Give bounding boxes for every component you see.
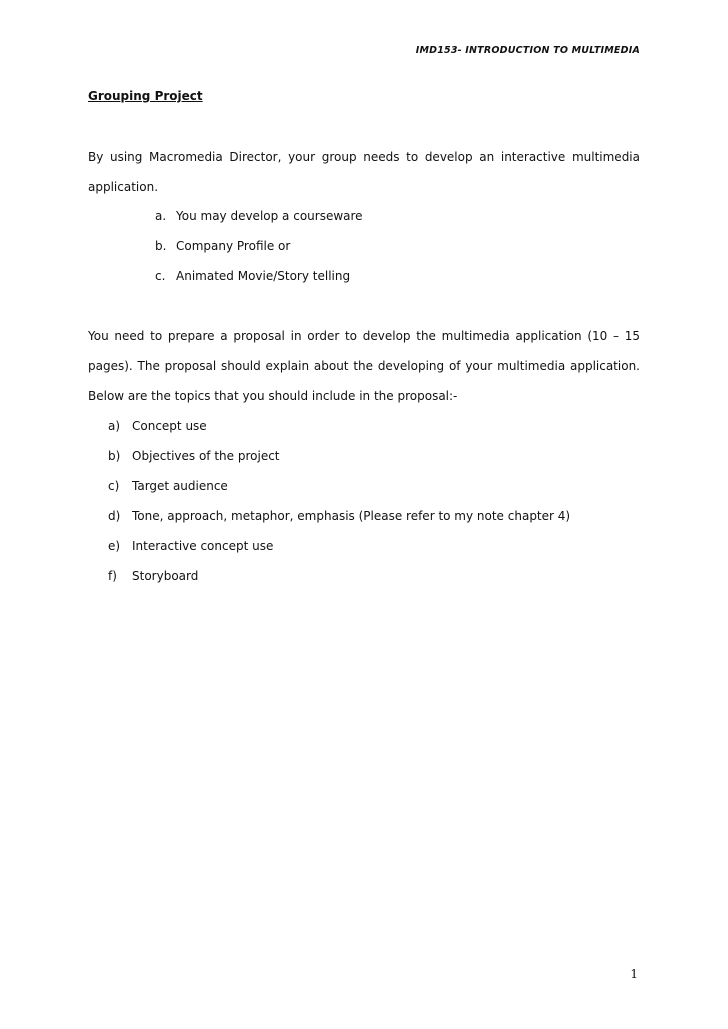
- list-marker: c): [108, 479, 120, 493]
- list-marker: e): [108, 539, 121, 553]
- list-marker: a): [108, 419, 121, 433]
- list-item: [155, 201, 363, 231]
- document-title: Grouping Project: [88, 89, 203, 103]
- list-item-text: Objectives of the project: [132, 449, 280, 463]
- list-item-text: You may develop a courseware: [176, 209, 363, 223]
- list-item: [108, 411, 570, 441]
- list-item: [108, 561, 570, 591]
- list-marker: b): [108, 449, 121, 463]
- page-header: IMD153- INTRODUCTION TO MULTIMEDIA: [415, 45, 640, 56]
- list-item-text: Storyboard: [132, 569, 199, 583]
- list-item: [155, 261, 363, 291]
- list-item: [108, 531, 570, 561]
- list-marker: c.: [155, 269, 166, 283]
- list-item: [108, 441, 570, 471]
- intro-paragraph: By using Macromedia Director, your group needs to develop an interactive multimedia application.: [88, 150, 640, 194]
- list-item-text: Tone, approach, metaphor, emphasis (Please refer to my note chapter 4): [132, 509, 571, 523]
- application-options-list: [155, 201, 363, 291]
- list-marker: a.: [155, 209, 167, 223]
- page-number: 1: [630, 967, 638, 981]
- list-item-text: Company Profile or: [176, 239, 291, 253]
- list-item: [108, 471, 570, 501]
- list-marker: d): [108, 509, 121, 523]
- list-item-text: Interactive concept use: [132, 539, 274, 553]
- list-marker: b.: [155, 239, 167, 253]
- list-item-text: Concept use: [132, 419, 207, 433]
- list-marker: f): [108, 569, 117, 583]
- list-item: [108, 501, 570, 531]
- list-item: [155, 231, 363, 261]
- list-item-text: Target audience: [132, 479, 228, 493]
- proposal-paragraph: You need to prepare a proposal in order to develop the multimedia application (10 – 15 pages). The proposal should explain about the developing of your multimedia application. Below are the topics that you should include in the proposal:-: [88, 329, 640, 403]
- list-item-text: Animated Movie/Story telling: [176, 269, 351, 283]
- proposal-topics-list: [108, 411, 570, 591]
